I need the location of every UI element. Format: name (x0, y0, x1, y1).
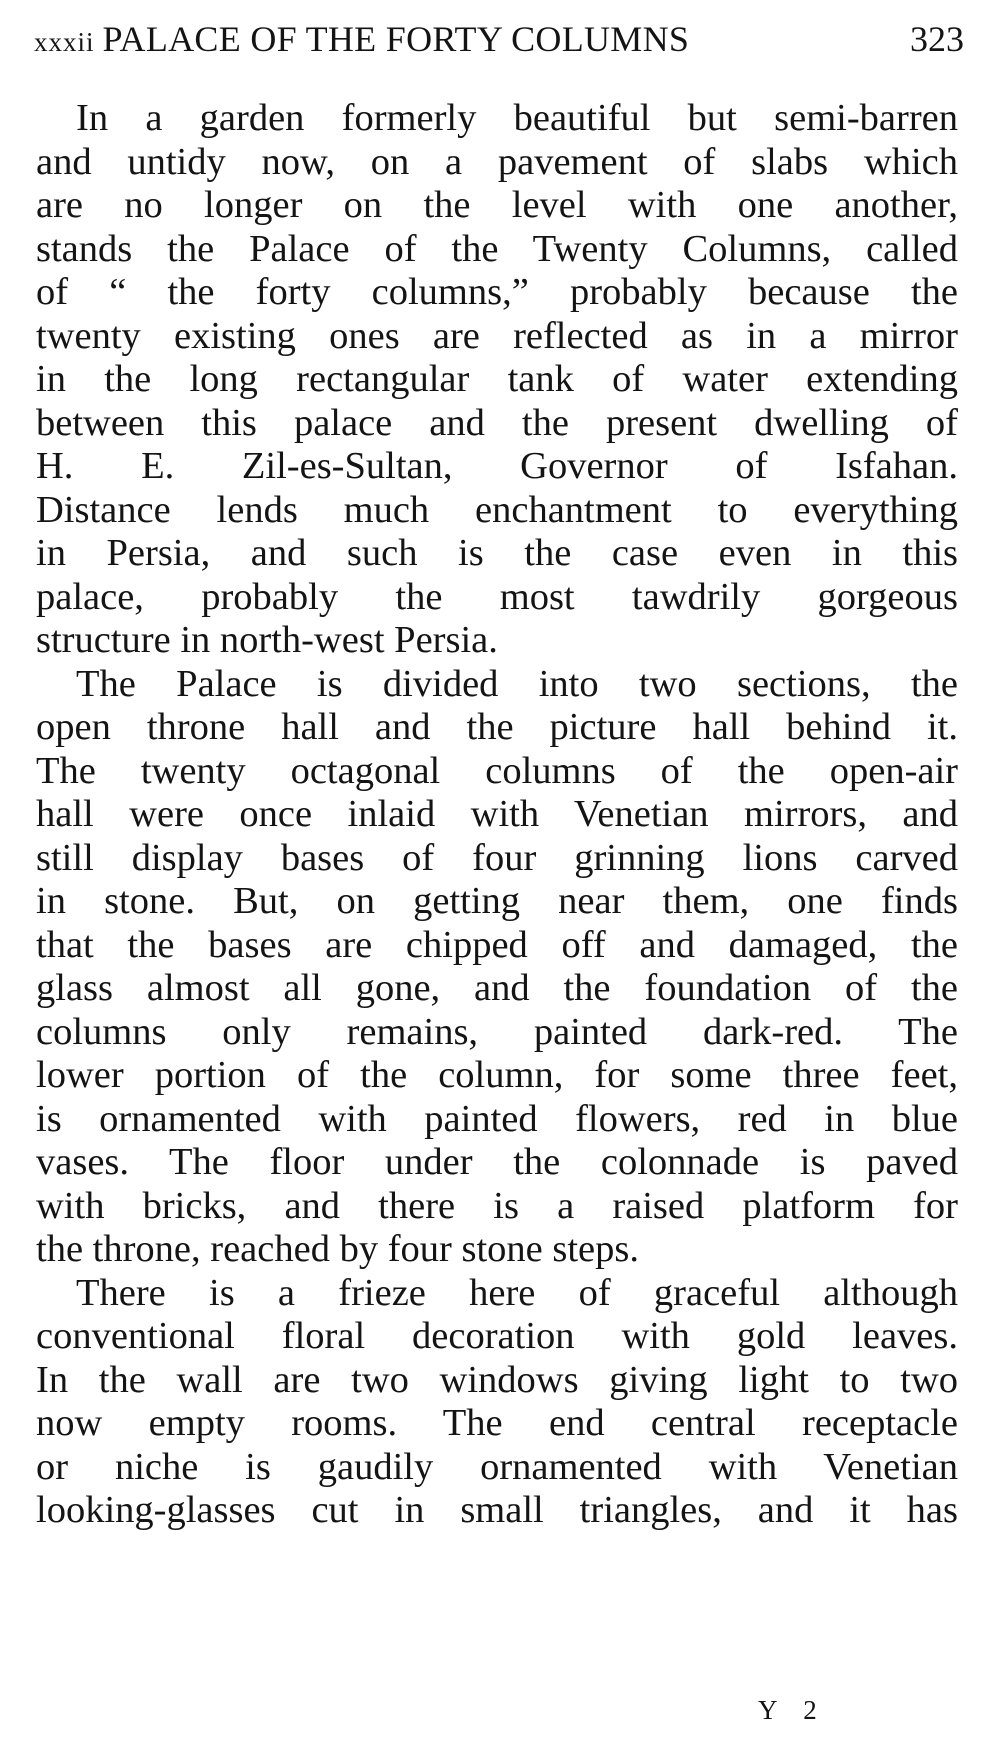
signature-mark: Y 2 (758, 1695, 827, 1725)
paragraph (36, 97, 958, 663)
text-line: or niche is gaudily ornamented with Venetian (36, 1445, 958, 1488)
text-line: between this palace and the present dwelling of (36, 401, 958, 444)
text-line: that the bases are chipped off and damaged, the (36, 923, 958, 966)
text-line: in stone. But, on getting near them, one finds (36, 880, 958, 922)
text-line: is ornamented with painted flowers, red in blue (36, 1097, 958, 1140)
text-line: are no longer on the level with one another, (36, 184, 958, 226)
text-line: still display bases of four grinning lions carved (36, 836, 958, 879)
text-line: vases. The floor under the colonnade is paved (36, 1141, 958, 1183)
text-line: of “ the forty columns,” probably because the (36, 271, 958, 313)
text-line: columns only remains, painted dark-red. The (36, 1010, 958, 1053)
text-line: In a garden formerly beautiful but semi-barren (76, 97, 958, 139)
text-line: H. E. Zil-es-Sultan, Governor of Isfahan. (36, 445, 958, 487)
text-line: structure in north-west Persia. (36, 619, 498, 661)
chapter-number: xxxii (34, 27, 95, 57)
text-line: now empty rooms. The end central receptacle (36, 1402, 958, 1444)
text-line: glass almost all gone, and the foundation of the (36, 967, 958, 1009)
text-line: in Persia, and such is the case even in this (36, 532, 958, 574)
text-line: There is a frieze here of graceful although (76, 1271, 958, 1314)
running-title: PALACE OF THE FORTY COLUMNS (102, 19, 690, 59)
text-line: The twenty octagonal columns of the open-air (36, 749, 958, 792)
text-line: hall were once inlaid with Venetian mirrors, and (36, 793, 958, 835)
text-line: Distance lends much enchantment to everything (36, 488, 958, 531)
text-line: The Palace is divided into two sections, the (76, 662, 958, 705)
text-line: lower portion of the column, for some three feet, (36, 1054, 958, 1096)
running-head (34, 14, 964, 64)
text-line: stands the Palace of the Twenty Columns, called (36, 227, 958, 270)
text-line: conventional floral decoration with gold leaves. (36, 1315, 958, 1357)
text-line: in the long rectangular tank of water extending (36, 358, 958, 400)
page-number: 323 (910, 19, 964, 59)
body-text (36, 97, 958, 1533)
paragraph (36, 1272, 958, 1533)
text-line: with bricks, and there is a raised platform for (36, 1184, 958, 1227)
text-line: palace, probably the most tawdrily gorgeous (36, 575, 958, 618)
text-line: and untidy now, on a pavement of slabs which (36, 140, 958, 183)
text-line: the throne, reached by four stone steps. (36, 1228, 639, 1270)
text-line: looking-glasses cut in small triangles, and it has (36, 1489, 958, 1531)
text-line: In the wall are two windows giving light to two (36, 1358, 958, 1401)
text-line: open throne hall and the picture hall behind it. (36, 706, 958, 748)
text-line: twenty existing ones are reflected as in a mirror (36, 314, 958, 357)
paragraph (36, 663, 958, 1272)
